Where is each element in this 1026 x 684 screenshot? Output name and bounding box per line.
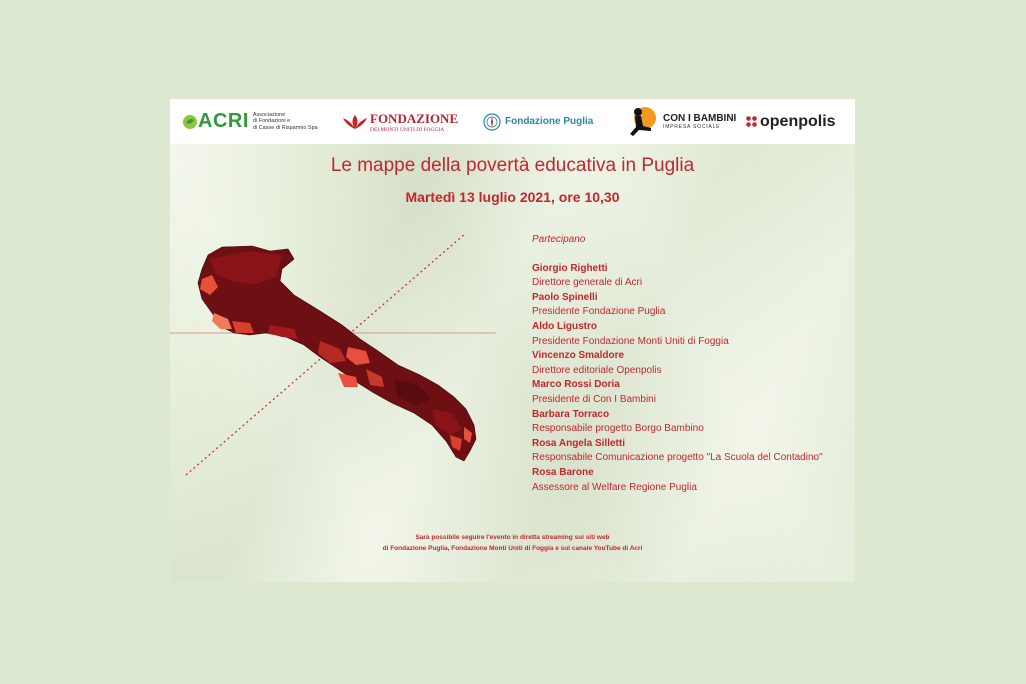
participant-name: Barbara Torraco [532, 408, 610, 420]
participant-role: Assessore al Welfare Regione Puglia [532, 481, 697, 493]
participant-role: Presidente Fondazione Monti Uniti di Foggia [532, 335, 729, 347]
streaming-note-line: Sarà possibile seguire l'evento in diretta streaming sui siti web [415, 534, 610, 541]
participant-role: Direttore generale di Acri [532, 277, 643, 289]
participant-name: Marco Rossi Doria [532, 379, 620, 391]
con-i-bambini-wordmark: CON I BAMBINI [663, 113, 737, 124]
participants-list [532, 233, 852, 495]
participant-role: Direttore editoriale Openpolis [532, 364, 662, 376]
participant-name: Paolo Spinelli [532, 291, 598, 303]
participant-role: Responsabile Comunicazione progetto "La Scuola del Contadino" [532, 452, 823, 464]
participant [532, 262, 852, 291]
participant-role: Responsabile progetto Borgo Bambino [532, 423, 704, 435]
openpolis-wordmark: openpolis [760, 112, 836, 130]
fondazione-puglia-logo [483, 99, 593, 144]
acri-wordmark: ACRI [198, 110, 249, 132]
participant-name: Rosa Angela Silletti [532, 437, 625, 449]
participant-name: Giorgio Righetti [532, 262, 608, 274]
participant-role: Presidente Fondazione Puglia [532, 306, 666, 318]
event-card [170, 99, 855, 582]
participant-name: Rosa Barone [532, 466, 594, 478]
con-i-bambini-logo [625, 99, 736, 144]
participant [532, 291, 852, 320]
participant [532, 320, 852, 349]
openpolis-logo [746, 99, 836, 144]
lotus-icon [340, 113, 370, 131]
participant [532, 378, 852, 407]
openpolis-mark-icon [746, 116, 757, 127]
fondazione-puglia-wordmark: Fondazione Puglia [505, 116, 594, 127]
participant [532, 408, 852, 437]
logo-bar [170, 99, 855, 144]
fondazione-foggia-logo [340, 99, 458, 144]
acri-logo [182, 99, 318, 144]
participant [532, 466, 852, 495]
child-silhouette-icon [625, 106, 663, 138]
puglia-map [170, 229, 530, 479]
streaming-note-line: di Fondazione Puglia, Fondazione Monti Uniti di Foggia e sul canale YouTube di Acri [382, 545, 643, 552]
event-date: Martedì 13 luglio 2021, ore 10,30 [405, 189, 620, 205]
participant [532, 437, 852, 466]
participants-intro: Partecipano [532, 234, 586, 245]
acri-leaf-icon [182, 114, 198, 130]
participant-name: Vincenzo Smaldore [532, 350, 625, 362]
fondazione-foggia-wordmark: FONDAZIONE [370, 110, 459, 126]
participant-name: Aldo Ligustro [532, 320, 597, 332]
participant [532, 349, 852, 378]
event-title: Le mappe della povertà educativa in Puglia [330, 155, 695, 176]
participant-role: Presidente di Con I Bambini [532, 393, 656, 405]
con-i-bambini-subtitle: IMPRESA SOCIALE [663, 124, 721, 130]
compass-rose-icon [483, 113, 501, 131]
streaming-note [170, 532, 855, 554]
fondazione-foggia-subtitle: DEI MONTI UNITI DI FOGGIA [370, 126, 445, 133]
acri-description: Associazione di Fondazioni e di Casse di Risparmio Spa [252, 111, 318, 131]
